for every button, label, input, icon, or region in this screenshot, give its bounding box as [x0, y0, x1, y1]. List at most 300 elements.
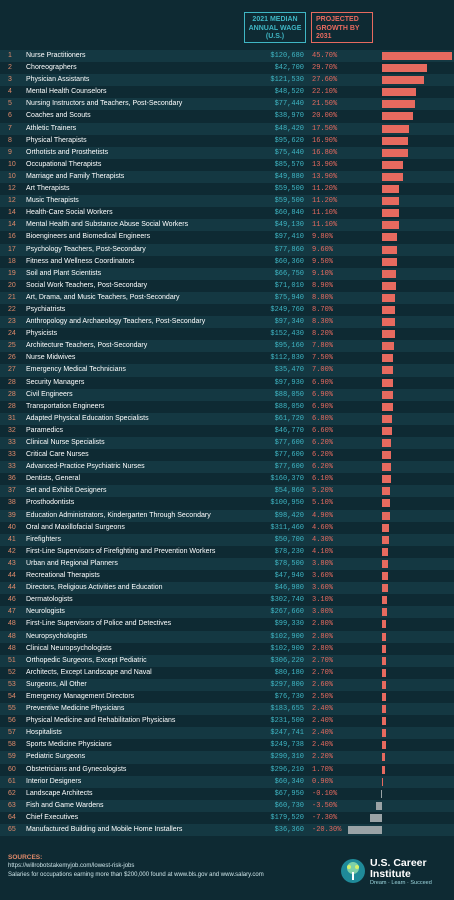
rank-number: 6 [8, 112, 12, 120]
growth-bar [382, 318, 395, 326]
growth-bar [382, 149, 408, 157]
rank-number: 4 [8, 88, 12, 96]
job-title: Physician Assistants [26, 76, 90, 84]
median-wage: $112,830 [270, 354, 304, 363]
job-title: Critical Care Nurses [26, 451, 89, 459]
job-title: Adapted Physical Education Specialists [26, 414, 149, 422]
table-row [0, 86, 454, 98]
table-row [0, 328, 454, 340]
rank-number: 38 [8, 499, 16, 507]
rank-number: 57 [8, 729, 16, 737]
table-row [0, 558, 454, 570]
growth-bar [382, 693, 386, 701]
growth-bar [348, 826, 382, 834]
growth-percent: 3.10% [312, 596, 334, 605]
growth-percent: 4.30% [312, 535, 334, 544]
growth-percent: 11.20% [312, 197, 338, 206]
median-wage: $60,840 [274, 209, 304, 218]
job-title: Emergency Management Directors [26, 692, 135, 700]
tree-logo-icon [340, 858, 366, 884]
growth-percent: 2.40% [312, 729, 334, 738]
rank-number: 14 [8, 221, 16, 229]
rank-number: 53 [8, 680, 16, 688]
rank-number: 46 [8, 596, 16, 604]
growth-percent: 16.90% [312, 136, 338, 145]
job-title: Civil Engineers [26, 390, 73, 398]
job-title: Prosthodontists [26, 499, 75, 507]
growth-percent: 3.60% [312, 572, 334, 581]
growth-percent: 2.40% [312, 741, 334, 750]
growth-bar [382, 572, 388, 580]
growth-bar [382, 209, 399, 217]
rank-number: 28 [8, 402, 16, 410]
median-wage: $100,950 [270, 499, 304, 508]
wage-header-text: 2021 MEDIAN ANNUAL WAGE (U.S.) [248, 16, 302, 40]
job-title: Orthotists and Prosthetists [26, 148, 109, 156]
growth-percent: 3.60% [312, 584, 334, 593]
growth-bar [382, 403, 393, 411]
median-wage: $71,010 [274, 281, 304, 290]
job-title: Nursing Instructors and Teachers, Post-Secondary [26, 100, 183, 108]
rank-number: 59 [8, 753, 16, 761]
jobs-table [0, 50, 454, 836]
growth-percent: 9.50% [312, 257, 334, 266]
rank-number: 12 [8, 185, 16, 193]
table-row [0, 123, 454, 135]
growth-bar [382, 524, 389, 532]
rank-number: 3 [8, 76, 12, 84]
growth-percent: 9.80% [312, 233, 334, 242]
job-title: Recreational Therapists [26, 572, 100, 580]
job-title: Security Managers [26, 378, 85, 386]
table-row [0, 280, 454, 292]
median-wage: $48,420 [274, 124, 304, 133]
rank-number: 63 [8, 801, 16, 809]
growth-bar [382, 548, 388, 556]
growth-bar [382, 681, 386, 689]
rank-number: 54 [8, 692, 16, 700]
growth-bar [382, 499, 390, 507]
job-title: Landscape Architects [26, 789, 93, 797]
growth-bar [382, 669, 386, 677]
job-title: Choreographers [26, 64, 77, 72]
table-row [0, 437, 454, 449]
rank-number: 9 [8, 148, 12, 156]
growth-percent: 11.10% [312, 209, 338, 218]
growth-percent: 6.10% [312, 475, 334, 484]
brand-name [370, 858, 427, 880]
table-row [0, 413, 454, 425]
growth-bar [382, 246, 397, 254]
rank-number: 27 [8, 366, 16, 374]
table-row [0, 377, 454, 389]
growth-bar [382, 112, 413, 120]
table-row [0, 751, 454, 763]
median-wage: $67,950 [274, 789, 304, 798]
growth-bar [382, 596, 387, 604]
median-wage: $50,700 [274, 535, 304, 544]
rank-number: 28 [8, 378, 16, 386]
table-row [0, 776, 454, 788]
table-row [0, 74, 454, 86]
rank-number: 10 [8, 172, 16, 180]
table-row [0, 50, 454, 62]
median-wage: $80,180 [274, 668, 304, 677]
median-wage: $49,880 [274, 172, 304, 181]
growth-percent: 2.80% [312, 644, 334, 653]
rank-number: 44 [8, 584, 16, 592]
table-row [0, 727, 454, 739]
job-title: First-Line Supervisors of Police and Detectives [26, 620, 172, 628]
median-wage: $59,500 [274, 185, 304, 194]
growth-bar [382, 88, 416, 96]
growth-bar [382, 342, 394, 350]
growth-bar [382, 233, 397, 241]
rank-number: 12 [8, 197, 16, 205]
table-row [0, 667, 454, 679]
rank-number: 19 [8, 269, 16, 277]
median-wage: $88,050 [274, 402, 304, 411]
growth-percent: 9.10% [312, 269, 334, 278]
growth-bar [382, 197, 399, 205]
growth-bar [382, 584, 388, 592]
growth-bar [382, 258, 397, 266]
table-row [0, 401, 454, 413]
rank-number: 55 [8, 705, 16, 713]
table-row [0, 231, 454, 243]
median-wage: $247,741 [270, 729, 304, 738]
rank-number: 65 [8, 826, 16, 833]
median-wage: $60,340 [274, 777, 304, 786]
rank-number: 40 [8, 523, 16, 531]
median-wage: $46,770 [274, 426, 304, 435]
growth-percent: 7.80% [312, 342, 334, 351]
median-wage: $97,930 [274, 378, 304, 387]
table-row [0, 268, 454, 280]
job-title: Firefighters [26, 535, 62, 543]
job-title: Pediatric Surgeons [26, 753, 86, 761]
growth-bar [382, 415, 392, 423]
table-row [0, 582, 454, 594]
rank-number: 17 [8, 245, 16, 253]
job-title: Chief Executives [26, 813, 79, 821]
growth-percent: 6.20% [312, 451, 334, 460]
table-row [0, 135, 454, 147]
job-title: Transportation Engineers [26, 402, 105, 410]
table-row [0, 98, 454, 110]
rank-number: 16 [8, 233, 16, 241]
table-row [0, 534, 454, 546]
growth-percent: 27.60% [312, 76, 338, 85]
median-wage: $38,970 [274, 112, 304, 121]
median-wage: $249,738 [270, 741, 304, 750]
rank-number: 39 [8, 511, 16, 519]
table-row [0, 364, 454, 376]
growth-percent: 2.40% [312, 705, 334, 714]
table-row [0, 62, 454, 74]
rank-number: 8 [8, 136, 12, 144]
median-wage: $77,600 [274, 439, 304, 447]
growth-header-text: PROJECTED GROWTH BY 2031 [316, 16, 360, 40]
table-row [0, 473, 454, 485]
job-title: Art, Drama, and Music Teachers, Post-Secondary [26, 293, 180, 301]
table-row [0, 389, 454, 401]
growth-percent: 9.60% [312, 245, 334, 254]
growth-bar [382, 766, 385, 774]
median-wage: $77,600 [274, 463, 304, 472]
table-row [0, 618, 454, 630]
growth-percent: 22.10% [312, 88, 338, 97]
job-title: Physical Therapists [26, 136, 87, 144]
table-row [0, 292, 454, 304]
table-row [0, 110, 454, 122]
median-wage: $231,500 [270, 717, 304, 726]
growth-bar [382, 173, 403, 181]
median-wage: $78,230 [274, 547, 304, 556]
table-row [0, 219, 454, 231]
growth-bar [382, 439, 391, 447]
rank-number: 31 [8, 414, 16, 422]
sources-link[interactable]: https://willrobotstakemyjob.com/lowest-risk-jobs [8, 863, 135, 869]
rank-number: 33 [8, 451, 16, 459]
table-row [0, 739, 454, 751]
growth-bar [382, 330, 395, 338]
growth-percent: 5.20% [312, 487, 334, 496]
brand-name-line1: U.S. Career [370, 857, 427, 869]
median-wage: $77,860 [274, 245, 304, 254]
sources-block [8, 853, 328, 880]
rank-number: 21 [8, 293, 16, 301]
median-wage: $249,760 [270, 305, 304, 314]
job-title: Music Therapists [26, 197, 79, 205]
median-wage: $60,730 [274, 801, 304, 810]
growth-percent: 17.50% [312, 124, 338, 133]
growth-percent: 2.70% [312, 668, 334, 677]
growth-percent: 3.80% [312, 559, 334, 568]
growth-bar [382, 125, 409, 133]
rank-number: 60 [8, 765, 16, 773]
median-wage: $75,940 [274, 293, 304, 302]
job-title: Interior Designers [26, 777, 82, 785]
job-title: Paramedics [26, 426, 63, 434]
table-row [0, 171, 454, 183]
growth-bar [376, 802, 382, 810]
median-wage: $77,440 [274, 100, 304, 109]
sources-note: Salaries for occupations earning more than $200,000 found at www.bls.gov and www.salary.com [8, 872, 264, 878]
median-wage: $296,210 [270, 765, 304, 774]
job-title: Bioengineers and Biomedical Engineers [26, 233, 151, 241]
growth-bar [382, 282, 396, 290]
rank-number: 24 [8, 330, 16, 338]
growth-percent: 4.90% [312, 511, 334, 520]
growth-percent: 2.70% [312, 656, 334, 665]
job-title: Obstetricians and Gynecologists [26, 765, 127, 773]
growth-bar [382, 475, 391, 483]
job-title: Architects, Except Landscape and Naval [26, 668, 152, 676]
table-row [0, 497, 454, 509]
job-title: Urban and Regional Planners [26, 559, 118, 567]
rank-number: 51 [8, 656, 16, 664]
median-wage: $36,360 [274, 826, 304, 834]
rank-number: 37 [8, 487, 16, 495]
brand-name-line2: Institute [370, 868, 411, 880]
growth-bar [382, 64, 427, 72]
job-title: Psychiatrists [26, 305, 66, 313]
table-row [0, 631, 454, 643]
table-row [0, 606, 454, 618]
growth-bar [382, 536, 389, 544]
median-wage: $35,470 [274, 366, 304, 375]
growth-bar [382, 717, 386, 725]
growth-percent: -20.30% [312, 826, 342, 834]
growth-bar [382, 633, 386, 641]
growth-bar [382, 270, 396, 278]
job-title: Clinical Nurse Specialists [26, 439, 105, 446]
median-wage: $75,440 [274, 148, 304, 157]
median-wage: $48,520 [274, 88, 304, 97]
rank-number: 28 [8, 390, 16, 398]
rank-number: 43 [8, 559, 16, 567]
table-row [0, 244, 454, 256]
growth-percent: 21.50% [312, 100, 338, 109]
rank-number: 64 [8, 813, 16, 821]
growth-percent: 8.70% [312, 305, 334, 314]
growth-percent: 2.80% [312, 620, 334, 629]
growth-bar [382, 560, 388, 568]
job-title: Physicists [26, 330, 58, 338]
growth-bar [382, 753, 385, 761]
table-row [0, 195, 454, 207]
rank-number: 22 [8, 305, 16, 313]
median-wage: $152,430 [270, 330, 304, 339]
job-title: Psychology Teachers, Post-Secondary [26, 245, 146, 253]
rank-number: 25 [8, 342, 16, 350]
job-title: Dermatologists [26, 596, 73, 604]
growth-percent: -7.30% [312, 813, 338, 822]
job-title: Architecture Teachers, Post-Secondary [26, 342, 148, 350]
job-title: Preventive Medicine Physicians [26, 705, 125, 713]
table-row [0, 800, 454, 812]
median-wage: $85,570 [274, 160, 304, 169]
median-wage: $95,160 [274, 342, 304, 351]
rank-number: 48 [8, 620, 16, 628]
table-row [0, 304, 454, 316]
rank-number: 44 [8, 572, 16, 580]
table-row [0, 256, 454, 268]
growth-percent: 2.20% [312, 753, 334, 762]
job-title: Clinical Neuropsychologists [26, 644, 112, 652]
growth-percent: 8.20% [312, 330, 334, 339]
table-row [0, 691, 454, 703]
growth-percent: 20.00% [312, 112, 338, 121]
job-title: Orthopedic Surgeons, Except Pediatric [26, 656, 147, 664]
growth-percent: 2.50% [312, 692, 334, 701]
job-title: Mental Health Counselors [26, 88, 107, 96]
growth-bar [382, 366, 393, 374]
wage-column-header [244, 12, 306, 43]
job-title: Hospitalists [26, 729, 62, 737]
growth-bar [382, 487, 390, 495]
job-title: Art Therapists [26, 185, 70, 193]
growth-percent: 5.10% [312, 499, 334, 508]
growth-bar [382, 778, 383, 786]
table-row [0, 788, 454, 800]
growth-bar [382, 463, 391, 471]
median-wage: $88,050 [274, 390, 304, 399]
rank-number: 36 [8, 475, 16, 483]
median-wage: $98,420 [274, 511, 304, 520]
rank-number: 41 [8, 535, 16, 543]
growth-percent: 3.00% [312, 608, 334, 617]
growth-bar [382, 137, 408, 145]
job-title: Directors, Religious Activities and Education [26, 584, 163, 592]
median-wage: $160,370 [270, 475, 304, 484]
median-wage: $311,460 [270, 523, 304, 532]
growth-bar [370, 814, 382, 822]
median-wage: $306,220 [270, 656, 304, 665]
rank-number: 26 [8, 354, 16, 362]
table-row [0, 812, 454, 824]
rank-number: 33 [8, 439, 16, 446]
growth-percent: 6.90% [312, 390, 334, 399]
growth-bar [382, 379, 393, 387]
job-title: Fitness and Wellness Coordinators [26, 257, 135, 265]
job-title: Oral and Maxillofacial Surgeons [26, 523, 125, 531]
growth-percent: -0.10% [312, 789, 338, 798]
table-row [0, 546, 454, 558]
growth-percent: 2.60% [312, 680, 334, 689]
growth-percent: 8.80% [312, 293, 334, 302]
job-title: Advanced-Practice Psychiatric Nurses [26, 463, 145, 471]
rank-number: 20 [8, 281, 16, 289]
job-title: Sports Medicine Physicians [26, 741, 112, 749]
growth-percent: 2.80% [312, 632, 334, 641]
table-row [0, 679, 454, 691]
median-wage: $120,680 [270, 52, 304, 60]
growth-percent: 29.70% [312, 64, 338, 73]
job-title: Manufactured Building and Mobile Home Installers [26, 826, 183, 833]
growth-bar [382, 451, 391, 459]
rank-number: 18 [8, 257, 16, 265]
rank-number: 47 [8, 608, 16, 616]
table-row [0, 340, 454, 352]
rank-number: 32 [8, 426, 16, 434]
us-career-institute-logo [340, 856, 452, 890]
rank-number: 58 [8, 741, 16, 749]
table-row [0, 316, 454, 328]
table-row [0, 159, 454, 171]
median-wage: $76,730 [274, 692, 304, 701]
growth-bar [382, 354, 393, 362]
job-title: Mental Health and Substance Abuse Social Workers [26, 221, 189, 229]
growth-bar [382, 161, 403, 169]
table-row [0, 570, 454, 582]
median-wage: $66,750 [274, 269, 304, 278]
median-wage: $77,600 [274, 451, 304, 460]
median-wage: $95,620 [274, 136, 304, 145]
rank-number: 33 [8, 463, 16, 471]
growth-bar [382, 306, 395, 314]
growth-bar [382, 221, 399, 229]
job-title: Fish and Game Wardens [26, 801, 104, 809]
median-wage: $97,340 [274, 318, 304, 327]
rank-number: 10 [8, 160, 16, 168]
table-row [0, 207, 454, 219]
brand-tagline: Dream · Learn · Succeed [370, 880, 432, 886]
rank-number: 48 [8, 632, 16, 640]
rank-number: 62 [8, 789, 16, 797]
job-title: Soil and Plant Scientists [26, 269, 102, 277]
